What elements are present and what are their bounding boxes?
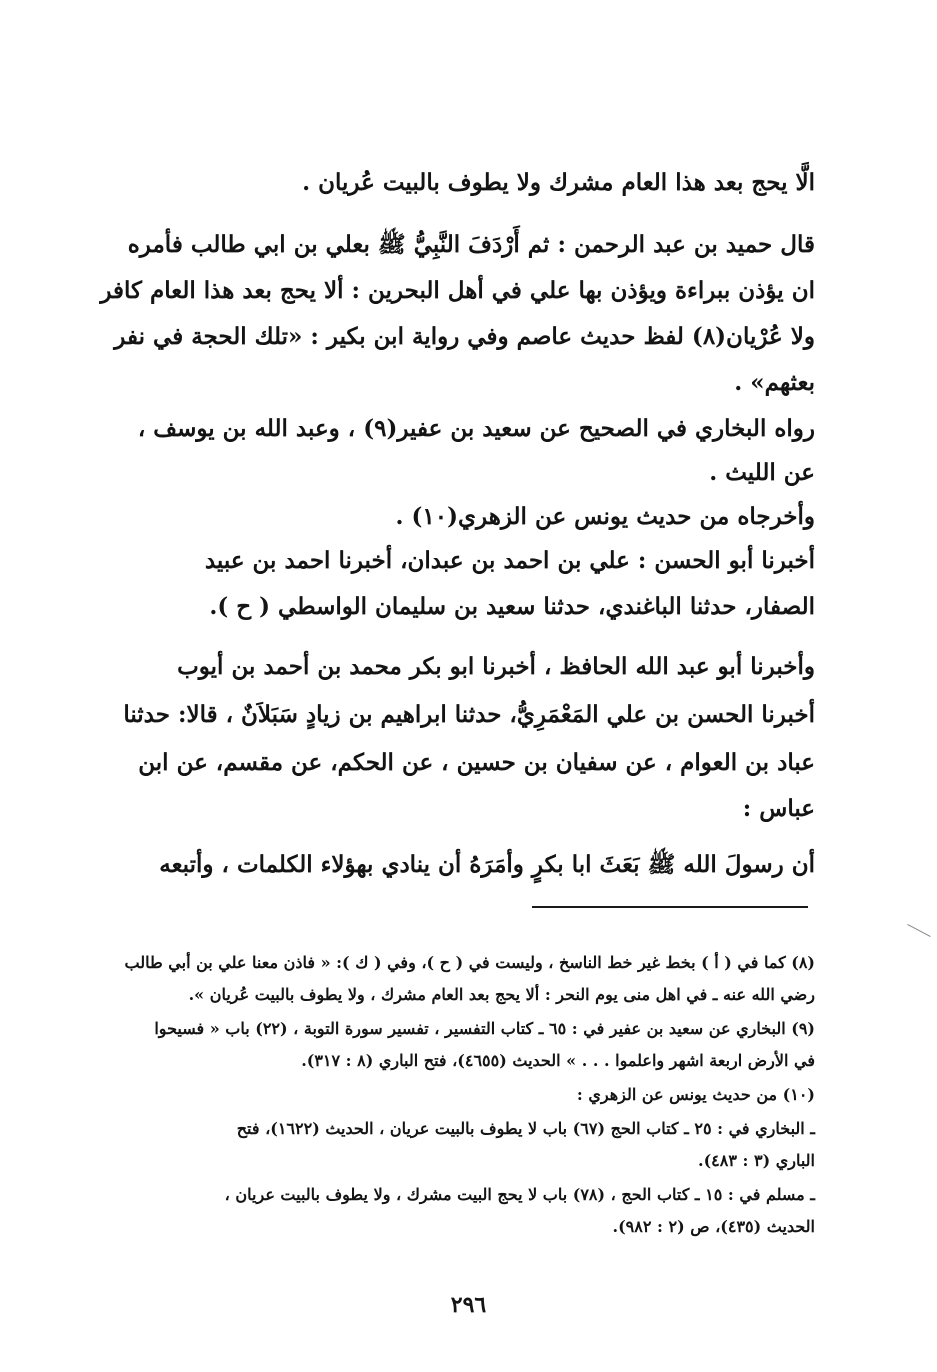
page-number: ٢٩٦ — [450, 1292, 487, 1318]
text-line: أخبرنا أبو الحسن : علي بن احمد بن عبدان، أخبرنا احمد بن عبيد — [204, 547, 815, 574]
footnote-line: رضي الله عنه ـ في اهل منى يوم النحر : ألا يحج بعد العام مشرك ، ولا يطوف بالبيت عُريان ». — [188, 985, 815, 1004]
text-line: أخبرنا الحسن بن علي المَعْمَرِيُّ، حدثنا ابراهيم بن زيادٍ سَبَلاَنٌ ، قالا: حدثنا — [123, 701, 815, 728]
footnote-line: (١٠) من حديث يونس عن الزهري : — [576, 1085, 815, 1104]
text-line: الَّا يحج بعد هذا العام مشرك ولا يطوف بالبيت عُريان . — [302, 169, 815, 196]
text-line: وأخبرنا أبو عبد الله الحافظ ، أخبرنا ابو بكر محمد بن أحمد بن أيوب — [177, 653, 815, 680]
footnote-line: الباري (٣ : ٤٨٣). — [698, 1151, 815, 1170]
text-line: قال حميد بن عبد الرحمن : ثم أَرْدَفَ النَّبِيُّ ﷺ بعلي بن ابي طالب فأمره — [127, 231, 815, 258]
text-line: وأخرجاه من حديث يونس عن الزهري(١٠) . — [395, 503, 815, 530]
footnote-separator — [532, 906, 808, 908]
footnote-line: ـ البخاري في : ٢٥ ـ كتاب الحج (٦٧) باب لا يطوف بالبيت عريان ، الحديث (١٦٢٢)، فتح — [236, 1119, 815, 1138]
scan-mark — [907, 924, 930, 937]
text-line: عباد بن العوام ، عن سفيان بن حسين ، عن الحكم، عن مقسم، عن ابن — [138, 749, 815, 776]
footnote-line: (٩) البخاري عن سعيد بن عفير في : ٦٥ ـ كتاب التفسير ، تفسير سورة التوبة ، (٢٢) باب « فسيحوا — [154, 1019, 815, 1038]
text-line: عن الليث . — [709, 459, 815, 486]
footnote-line: في الأرض اربعة اشهر واعلموا . . . » الحديث (٤٦٥٥)، فتح الباري (٨ : ٣١٧). — [301, 1051, 815, 1070]
text-line: ولا عُرْيان(٨) لفظ حديث عاصم وفي رواية ابن بكير : «تلك الحجة في نفر — [114, 323, 815, 350]
text-line: رواه البخاري في الصحيح عن سعيد بن عفير(٩) ، وعبد الله بن يوسف ، — [137, 415, 815, 442]
text-line: الصفار، حدثنا الباغندي، حدثنا سعيد بن سليمان الواسطي ( ح ). — [209, 593, 815, 620]
text-line: بعثهم» . — [734, 369, 815, 396]
text-line: ان يؤذن ببراءة ويؤذن بها علي في أهل البحرين : ألا يحج بعد هذا العام كافر — [100, 277, 815, 304]
footnote-line: ـ مسلم في : ١٥ ـ كتاب الحج ، (٧٨) باب لا يحج البيت مشرك ، ولا يطوف بالبيت عريان ، — [224, 1185, 815, 1204]
footnote-line: الحديث (٤٣٥)، ص (٢ : ٩٨٢). — [612, 1217, 815, 1236]
text-line: عباس : — [742, 795, 815, 822]
footnote-line: (٨) كما في ( أ ) بخط غير خط الناسخ ، وليست في ( ح )، وفي ( ك ): « فاذن معنا علي بن أبي طالب — [124, 953, 815, 972]
text-line: أن رسولَ الله ﷺ بَعَثَ ابا بكرٍ وأمَرَهُ أن ينادي بهؤلاء الكلمات ، وأتبعه — [159, 851, 815, 878]
